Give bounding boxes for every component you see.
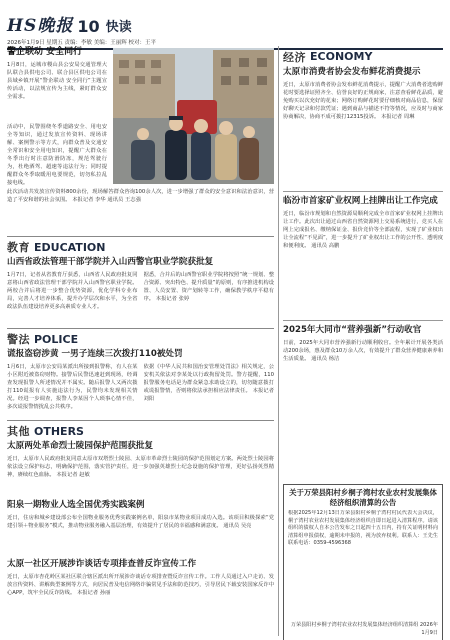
- top-story: [7, 46, 274, 222]
- photo-illustration: [113, 48, 274, 184]
- left-column: [7, 46, 274, 636]
- economy-headline-2: 临汾市首家矿业权网上挂牌出让工作完成: [283, 191, 443, 207]
- economy-headline-1: 太原市消费者协会发布鲜花消费提示: [283, 67, 421, 77]
- police-col1: 1月6日，太原市公安局某派出所接到报警称，有人在某小区附近被盗窃财物。接警后民警迅速赶到现场，经调查发现报警人所述情况并不属实。随后报警人又两次拨打110谎报有人实施违法行为，民警均未发现相关情况。经进一步调查，报警人李某因个人琐事心情不佳，多次谎报警情扰乱公共秩序。: [7, 364, 138, 410]
- top-story-bottom: 此次活动共发放宣传资料800余份，现场解答群众咨询100余人次，进一步增强了群众的安全意识和法治意识，营造了平安和谐的社会氛围。 本报记者 李华 通讯员 王志强: [7, 189, 274, 203]
- column-divider: [278, 46, 279, 636]
- police-label: 警法: [7, 333, 30, 346]
- police-section: [7, 328, 274, 419]
- education-col2: 据悉，合并后的山西警官职业学院将按照“统一规划、整合资源、突出特色、提升质量”的原则，有序推进机构设置、人员安置、资产划转等工作，确保教学秩序平稳有序。 本报记者 张婷: [143, 272, 274, 302]
- others-text-3: 近日，太原市杏花岭区某社区联合辖区派出所开展涉诈谈话专项排查暨反诈宣传工作。工作人员通过入户走访、发放宣传资料、讲解典型案例等方式，向居民普及电信网络诈骗常见手法和防范技巧，引导居民下载安装国家反诈中心APP，筑牢全民反诈防线。 本报记者 孙丽: [7, 574, 274, 596]
- education-label-en: EDUCATION: [34, 240, 106, 254]
- right-column: [283, 46, 443, 636]
- education-headline: 山西省政法管理干部学院并入山西警官职业学院获批复: [7, 257, 214, 267]
- police-headline: 谎报盗窃涉黄 一男子连续三次拨打110被处罚: [7, 349, 183, 359]
- economy-text-3: 日前，2025年大同市营养强新行动顺利收官。全年累计开展各类活动200余场，惠及群众10万余人次，有效提升了群众营养健康素养和生活质量。 通讯员 杨洁: [283, 340, 443, 362]
- police-label-en: POLICE: [34, 332, 79, 346]
- top-story-intro: 1月8日，运城市稷山县公安局交通管理大队联合县供电公司、联合县区供电公司在县域乡镇开展“警企联动 安全同行”主题宣传活动，以法规宣传为主线，紧盯群众安全需求。: [7, 62, 107, 100]
- economy-label: 经济: [283, 50, 306, 64]
- top-story-title: 警企联动 安全同行: [7, 47, 83, 57]
- others-headline-2: 阳泉一期物业人选全国优秀实践案例: [7, 500, 145, 510]
- others-label: 其他: [7, 425, 30, 438]
- education-col1: 1月7日，记者从省教育厅获悉，山西省人民政府批复同意将山西省政法管理干部学院并入山西警官职业学院。两校合并后将进一步整合优势资源，优化学科专业布局，完善人才培养体系，提升办学层次和水平，为全省政法队伍建设培养更多高素质专业人才。: [7, 272, 138, 310]
- economy-section: [283, 46, 443, 419]
- economy-text-2: 近日，临汾市规划和自然资源局顺利完成全市首家矿业权网上挂牌出让工作。此次出让通过山西省自然资源网上交易系统进行，竞买人在网上完成报名、缴纳保证金、报价竞价等全部流程，实现了矿业权出让全流程“不见面”，进一步提升了矿业权出让工作的公开性、透明度和便利度。 通讯员 高鹏: [283, 211, 443, 249]
- others-section: [7, 420, 274, 613]
- page-number: 10: [77, 17, 100, 36]
- others-headline-3: 太原一社区开展涉诈谈话专项排查普反诈宣传工作: [7, 559, 197, 569]
- liquidation-notice: [283, 484, 443, 640]
- economy-label-en: ECONOMY: [310, 50, 373, 63]
- top-story-body: 活动中，民警围绕冬季道路安全、用电安全等知识，通过发放宣传资料、现场讲解、案例警示等方式，向群众普及交通安全常识和安全用电知识，提醒广大群众在冬季出行时注意防滑防冻，规范驾驶行为，杜绝酒驾、超速等违法行为；同时提醒群众冬季取暖用电要规范，切勿私拉乱接电线。: [7, 124, 107, 186]
- economy-headline-3: 2025年大同市“营养强新”行动收官: [283, 320, 443, 336]
- notice-signature: 万荣县阳村乡桐子湾村农业农村发展集体经济组织清算组 2026年1月9日: [290, 622, 438, 636]
- dateline: 2026年1月9日 星期五 责编：李敏 美编：王丽辉 校对：王平: [7, 40, 156, 46]
- notice-body: 根据2025年12月13日万荣县阳村乡桐子湾村村民代表大会决议，桐子湾村农业农村发展集体经济组织自即日起进入清算程序。请该组织的债权人自本公告发布之日起四十五日内，持有关证明材料向清算组申报债权，逾期未申报的，视为放弃权利。联系人：王先生 联系电话：0359-4596368: [288, 510, 438, 547]
- others-text-1: 近日，太原市人民政府批复同意太原市双塔烈士陵园、太原市革命烈士陵园的保护范围划定方案。两处烈士陵园将依法设立保护标志，明确保护范围，落实管护责任，进一步加强英雄烈士纪念设施的保护管理，更好弘扬英烈精神，赓续红色血脉。 本报记者 赵敏: [7, 456, 274, 478]
- others-text-2: 近日，住房和城乡建设部公布全国物业服务优秀实践案例名单，阳泉市某物业项目成功入选。该项目积极探索“党建引领＋物业服务”模式，推动物业服务融入基层治理，有效提升了居民的幸福感和满意度。 通讯员 吴亮: [7, 515, 274, 529]
- top-story-photo: [113, 48, 274, 184]
- economy-text-1: 近日，太原市消费者协会发布鲜花消费提示，提醒广大消费者选购鲜花时要选择证照齐全、信誉良好的正规商家，注意查看鲜花品质，避免购买以次充好的花束；网络订购鲜花时要仔细核对商品信息，保留好聊天记录和付款凭证；遇到商品与描述不符等情况，应及时与商家协商解决，协商不成可拨打12315投诉。 本报记者 周琳: [283, 82, 443, 120]
- education-section: [7, 236, 274, 327]
- police-col2: 依据《中华人民共和国治安管理处罚法》相关规定，公安机关依法对李某处以行政拘留处罚。警方提醒，110报警服务电话是为群众紧急求助设立的，切勿随意拨打或谎报警情，否则将依法承担相应法律责任。 本报记者 刘阳: [143, 364, 274, 402]
- newspaper-logo: HS晚报: [7, 16, 74, 36]
- notice-title: 关于万荣县阳村乡桐子湾村农业农村发展集体经济组织清算的公告: [289, 488, 437, 507]
- others-label-en: OTHERS: [34, 424, 84, 438]
- education-label: 教育: [7, 241, 30, 254]
- others-headline-1: 太原两处革命烈士陵园保护范围获批复: [7, 441, 154, 451]
- masthead: [7, 6, 443, 36]
- section-name: 快读: [105, 20, 132, 35]
